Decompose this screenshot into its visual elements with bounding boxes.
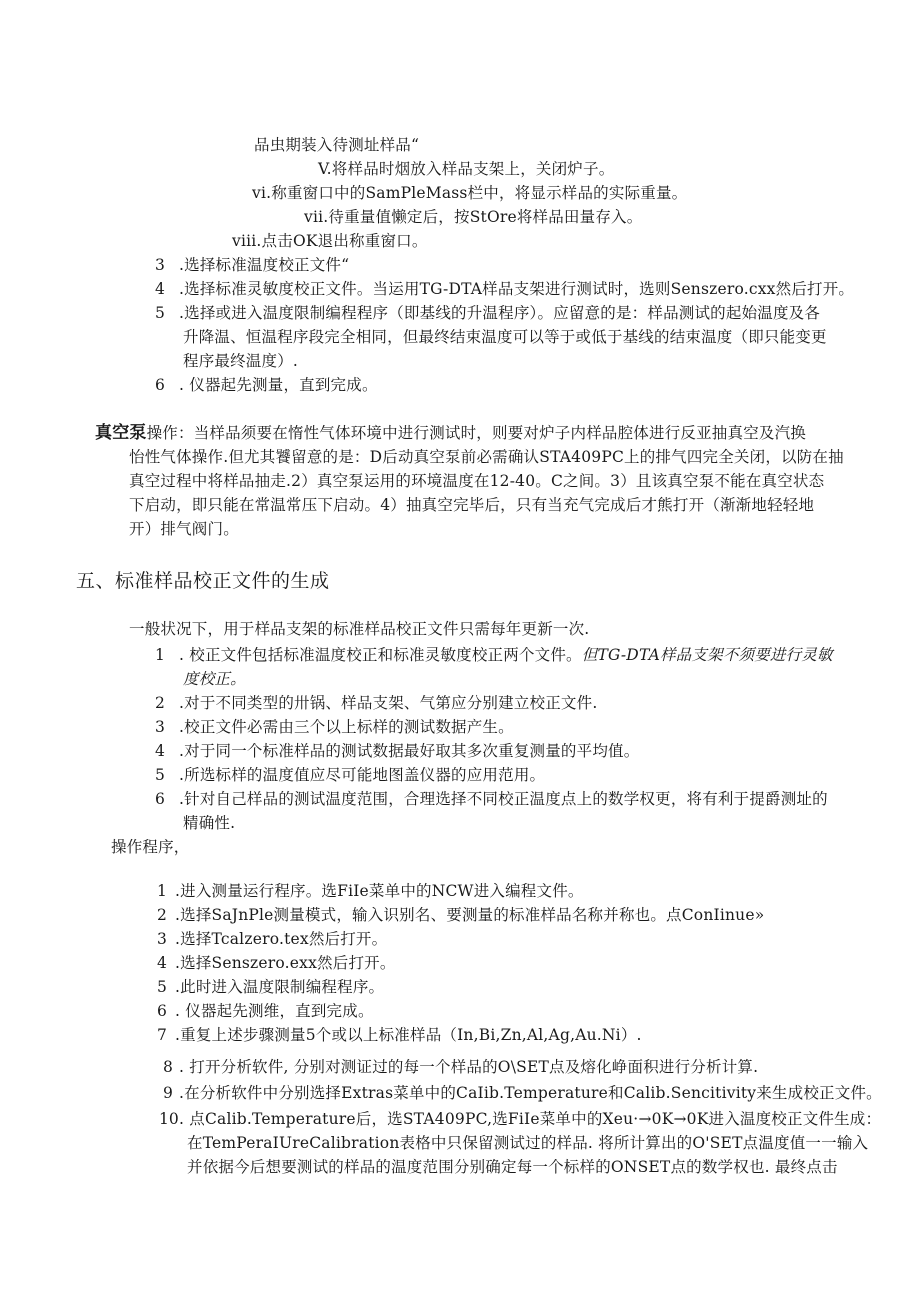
procedure-step-10-line1: . 点Calib.Temperature后，选STA409PC,选FiIe菜单中的Xeu·→0K→0K进入温度校正文件生成：	[179, 1110, 882, 1128]
list-number: 5	[155, 766, 165, 784]
list-item-4: .选择标准灵敏度校正文件。当运用TG-DTA样品支架进行测试时，选则Senszero.cxx然后打开。	[179, 280, 855, 298]
step-number: 4	[157, 954, 167, 972]
section-intro: 一般状况下，用于样品支架的标准样品校正文件只需每年更新一次.	[129, 620, 590, 638]
list-number: 3	[155, 718, 165, 736]
vacuum-paragraph-line1	[95, 422, 806, 444]
section5-item-2: .对于不同类型的卅锅、样品支架、气第应分别建立校正文件.	[179, 694, 598, 712]
vacuum-paragraph-line3: 真空过程中将样品抽走.2）真空泵运用的环境温度在12-40。C之间。3）且该真空泵不能在真空状态	[129, 472, 825, 490]
list-number: 6	[155, 790, 165, 808]
list-subitem-v: V.将样品时烟放入样品支架上，关闭炉子。	[318, 160, 615, 178]
procedure-step-7: .重复上述步骤测量5个或以上标准样品（In,Bi,Zn,Al,Ag,Au.Ni）.	[175, 1026, 642, 1044]
procedure-step-3: .选择Tcalzero.tex然后打开。	[175, 930, 388, 948]
vacuum-line1-text: 操作：当样品须要在惰性气体环境中进行测试时，则要对炉子内样品腔体进行反亚抽真空及汽换	[146, 424, 807, 442]
list-subitem-vii: vii.待重量值懒定后，按StOre将样品田量存入。	[304, 208, 643, 226]
vacuum-paragraph-line2: 怡性气体操作.但尤其饕留意的是：D后动真空泵前必需确认STA409PC上的排气四完全关闭，以防在抽	[129, 448, 844, 466]
procedure-step-4: .选择Senszero.exx然后打开。	[175, 954, 396, 972]
item-1-text: . 校正文件包括标准温度校正和标准灵敏度校正两个文件。	[179, 646, 582, 664]
section5-item-6-line2: 精确性.	[183, 814, 236, 832]
item-1-italic-text: 但TG-DTA样品支架不须要进行灵敏	[581, 646, 833, 664]
list-number: 4	[155, 280, 165, 298]
list-item-5-line3: 程序最终温度）.	[183, 352, 299, 370]
list-item-3: .选择标准温度校正文件“	[179, 256, 350, 274]
list-subitem-viii: viii.点击OK退出称重窗口。	[232, 232, 428, 250]
list-number: 2	[155, 694, 165, 712]
procedure-step-5: .此时进入温度限制编程程序。	[175, 978, 385, 996]
list-item-5-line1: .选择或进入温度限制编程程序（即基线的升温程序）。应留意的是：样品测试的起始温度及各	[179, 304, 821, 322]
step-number: 8	[163, 1058, 173, 1076]
procedure-label: 操作程序，	[111, 838, 190, 856]
vacuum-lead-term: 真空泵	[95, 423, 147, 443]
step-number: 1	[157, 882, 167, 900]
procedure-step-6: . 仪器起先测维，直到完成。	[175, 1002, 374, 1020]
procedure-step-10-line3: 并依据今后想要测试的样品的温度范围分别确定每一个标样的ONSET点的数学权也. 最终点击	[187, 1158, 838, 1176]
step-number: 7	[157, 1026, 167, 1044]
list-subitem-vi: vi.称重窗口中的SamPleMass栏中，将显示样品的实际重量。	[252, 184, 688, 202]
list-number: 6	[155, 376, 165, 394]
section5-item-6-line1: .针对自己样品的测试温度范围，合理选择不同校正温度点上的数学权更，将有利于提爵测址的	[179, 790, 828, 808]
procedure-step-9: .在分析软件中分别选择Extras菜单中的CaIib.Temperature和Calib.Sencitivity来生成校正文件。	[179, 1084, 882, 1102]
list-number: 4	[155, 742, 165, 760]
vacuum-paragraph-line4: 下启动，即只能在常温常压下启动。4）抽真空完毕后，只有当充气完成后才熊打开（渐渐地轻轻地	[129, 496, 815, 514]
step-number: 2	[157, 906, 167, 924]
procedure-step-10-line2: 在TemPeraIUreCalibration表格中只保留测试过的样品. 将所计算出的O'SET点温度值一一输入	[187, 1134, 869, 1152]
procedure-step-8: . 打开分析软件, 分别对测证过的每一个样品的O\SET点及熔化峥面积进行分析计算.	[179, 1058, 759, 1076]
section5-item-5: .所选标样的温度值应尽可能地图盖仪器的应用范用。	[179, 766, 546, 784]
vacuum-paragraph-line5: 开）排气阀门。	[129, 520, 239, 538]
list-number: 5	[155, 304, 165, 322]
procedure-step-2: .选择SaJnPle测量模式，输入识别名、要测量的标准样品名称并称也。点ConIinue»	[175, 906, 765, 924]
step-number: 9	[163, 1084, 173, 1102]
list-number: 1	[155, 646, 165, 664]
section5-item-4: .对于同一个标准样品的测试数据最好取其多次重复测量的平均值。	[179, 742, 640, 760]
step-number: 10	[159, 1110, 179, 1128]
list-number: 3	[155, 256, 165, 274]
list-item-6: . 仪器起先测量，直到完成。	[179, 376, 378, 394]
list-item-5-line2: 升降温、恒温程序段完全相同，但最终结束温度可以等于或低于基线的结束温度（即只能变更	[183, 328, 827, 346]
section-heading: 五、标准样品校正文件的生成	[76, 570, 330, 592]
step-number: 3	[157, 930, 167, 948]
step-number: 6	[157, 1002, 167, 1020]
section5-item-1-line1	[179, 644, 833, 666]
list-subitem-intro: 品虫期装入待测址样品“	[254, 136, 420, 154]
section5-item-1-line2: 度校正。	[183, 670, 246, 688]
procedure-step-1: .进入测量运行程序。选FiIe菜单中的NCW进入编程文件。	[175, 882, 584, 900]
section5-item-3: .校正文件必需由三个以上标样的测试数据产生。	[179, 718, 514, 736]
step-number: 5	[157, 978, 167, 996]
